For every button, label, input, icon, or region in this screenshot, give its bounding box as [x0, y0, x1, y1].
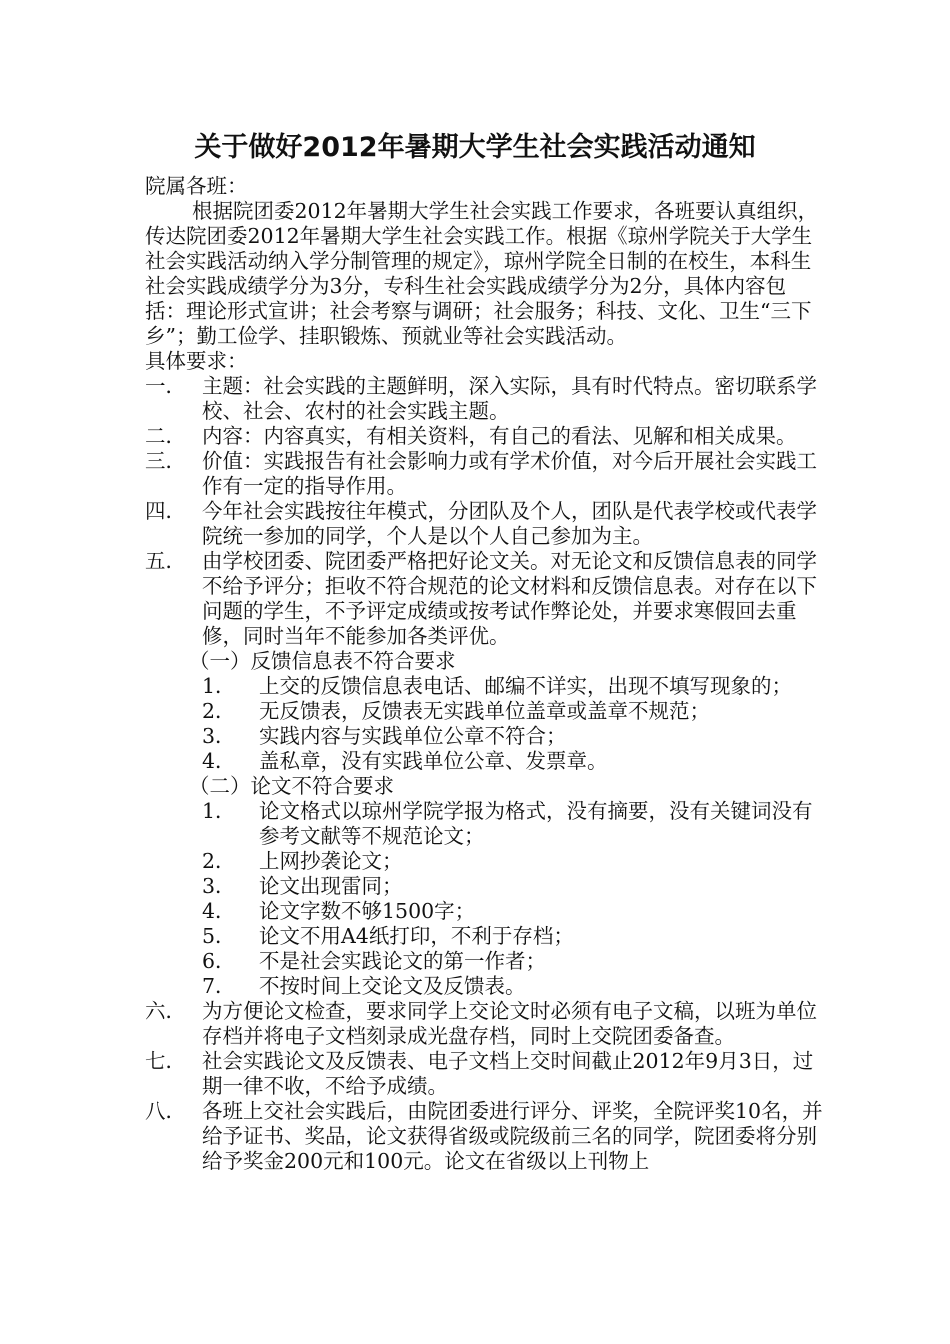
- sub-list-item: [145, 949, 825, 974]
- sub-list-item-number: 3．: [202, 724, 236, 748]
- list-item-number: 四．: [145, 499, 186, 523]
- list-item-text: 价值：实践报告有社会影响力或有学术价值，对今后开展社会实践工作有一定的指导作用。: [202, 449, 817, 498]
- sub-list-item: [145, 899, 825, 924]
- list-item-number: 二．: [145, 424, 186, 448]
- list-item-text: 今年社会实践按往年模式，分团队及个人，团队是代表学校或代表学院统一参加的同学，个人是以个人自己参加为主。: [202, 499, 817, 548]
- sub-list-item-number: 1．: [202, 674, 236, 698]
- sub-list-item: [145, 924, 825, 949]
- sub-list-item: [145, 749, 825, 774]
- document-title: 关于做好2012年暑期大学生社会实践活动通知: [194, 132, 756, 163]
- list-item-number: 三．: [145, 449, 186, 473]
- sub-list-item-text: 不按时间上交论文及反馈表。: [259, 974, 526, 998]
- list-item-text: 由学校团委、院团委严格把好论文关。对无论文和反馈信息表的同学不给予评分；拒收不符合规范的论文材料和反馈信息表。对存在以下问题的学生，不予评定成绩或按考试作弊论处，并要求寒假回去重修，同时当年不能参加各类评优。: [202, 549, 817, 648]
- sub-list-item-text: 论文格式以琼州学院学报为格式，没有摘要，没有关键词没有参考文献等不规范论文；: [259, 799, 813, 848]
- sub-list-item-text: 上网抄袭论文；: [259, 849, 403, 873]
- sub-heading: （二）论文不符合要求: [189, 774, 394, 798]
- requirements-heading: 具体要求：: [145, 349, 248, 373]
- sub-list-item-text: 上交的反馈信息表电话、邮编不详实，出现不填写现象的；: [259, 674, 792, 698]
- list-item: [145, 1099, 825, 1174]
- list-item: [145, 549, 825, 649]
- sub-list-item: [145, 724, 825, 749]
- sub-list-item-number: 1．: [202, 799, 236, 823]
- list-item: [145, 424, 825, 449]
- sub-list-item-text: 论文字数不够1500字；: [259, 899, 476, 923]
- sub-list-item: [145, 849, 825, 874]
- sub-list-item-number: 4．: [202, 749, 236, 773]
- list-item-number: 六．: [145, 999, 186, 1023]
- sub-list-item-number: 5．: [202, 924, 236, 948]
- sub-list-item-number: 2．: [202, 699, 236, 723]
- list-item-number: 七．: [145, 1049, 186, 1073]
- salutation: 院属各班：: [145, 174, 248, 198]
- document-body: [145, 174, 825, 1174]
- sub-list-item-number: 3．: [202, 874, 236, 898]
- intro-paragraph: 根据院团委2012年暑期大学生社会实践工作要求，各班要认真组织，传达院团委2012年暑期大学生社会实践工作。根据《琼州学院关于大学生社会实践活动纳入学分制管理的规定》，琼州学院全日制的在校生，本科生社会实践成绩学分为3分，专科生社会实践成绩学分为2分，具体内容包括：理论形式宣讲；社会考察与调研；社会服务；科技、文化、卫生“三下乡”；勤工俭学、挂职锻炼、预就业等社会实践活动。: [145, 199, 819, 348]
- list-item: [145, 999, 825, 1049]
- sub-list-item-text: 不是社会实践论文的第一作者；: [259, 949, 546, 973]
- sub-list-item: [145, 799, 825, 849]
- sub-list-item-number: 2．: [202, 849, 236, 873]
- list-item-number: 五．: [145, 549, 186, 573]
- sub-list-item-text: 实践内容与实践单位公章不符合；: [259, 724, 567, 748]
- list-item-text: 各班上交社会实践后，由院团委进行评分、评奖，全院评奖10名，并给予证书、奖品，论文获得省级或院级前三名的同学，院团委将分别给予奖金200元和100元。论文在省级以上刊物上: [202, 1099, 823, 1173]
- sub-list-item-text: 论文不用A4纸打印，不利于存档；: [259, 924, 574, 948]
- sub-heading: （一）反馈信息表不符合要求: [189, 649, 456, 673]
- sub-list-item-text: 论文出现雷同；: [259, 874, 403, 898]
- sub-list-item-number: 6．: [202, 949, 236, 973]
- list-item: [145, 449, 825, 499]
- sub-list-item: [145, 699, 825, 724]
- list-item-text: 主题：社会实践的主题鲜明，深入实际，具有时代特点。密切联系学校、社会、农村的社会实践主题。: [202, 374, 817, 423]
- list-item-number: 一．: [145, 374, 186, 398]
- list-item-number: 八．: [145, 1099, 186, 1123]
- list-item-text: 内容：内容真实，有相关资料，有自己的看法、见解和相关成果。: [202, 424, 797, 448]
- sub-list-item: [145, 874, 825, 899]
- sub-list-item: [145, 974, 825, 999]
- list-item-text: 社会实践论文及反馈表、电子文档上交时间截止2012年9月3日，过期一律不收，不给予成绩。: [202, 1049, 814, 1098]
- list-item-text: 为方便论文检查，要求同学上交论文时必须有电子文稿，以班为单位存档并将电子文档刻录成光盘存档，同时上交院团委备查。: [202, 999, 817, 1048]
- sub-list-item-number: 4．: [202, 899, 236, 923]
- sub-list-item-text: 无反馈表，反馈表无实践单位盖章或盖章不规范；: [259, 699, 710, 723]
- sub-list-item-text: 盖私章，没有实践单位公章、发票章。: [259, 749, 608, 773]
- list-item: [145, 499, 825, 549]
- list-item: [145, 374, 825, 424]
- sub-list-item: [145, 674, 825, 699]
- list-item: [145, 1049, 825, 1099]
- sub-list-item-number: 7．: [202, 974, 236, 998]
